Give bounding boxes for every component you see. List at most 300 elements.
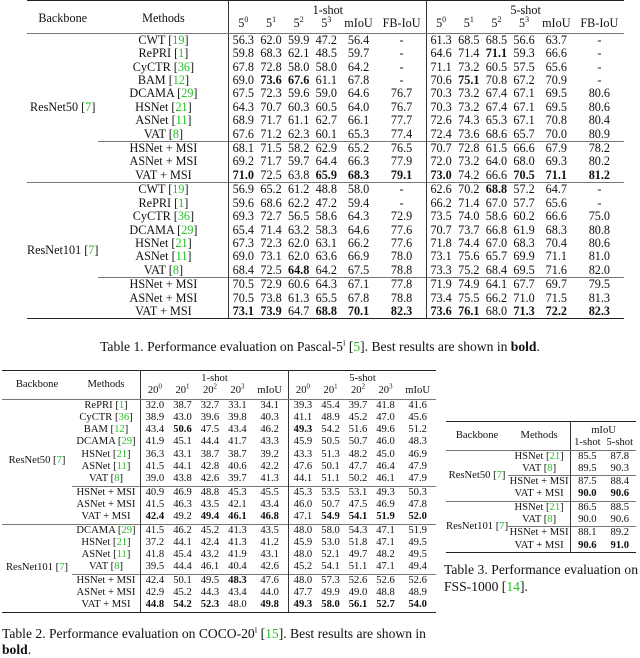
- value-cell: 90.6: [610, 488, 630, 500]
- table-row: [27, 33, 624, 47]
- value-cell: 88.1: [571, 527, 604, 540]
- value-cell: 70.6: [427, 74, 455, 87]
- citation-link[interactable]: 11: [116, 549, 127, 561]
- value-cell: 45.9: [289, 436, 317, 448]
- citation-link[interactable]: 7: [499, 520, 505, 532]
- value-cell: 68.3: [260, 46, 282, 61]
- header-methods: Methods: [72, 371, 141, 400]
- header-fold-1shot-1: [257, 17, 285, 33]
- value-cell: 51.3: [321, 448, 340, 460]
- value-cell: 59.8: [229, 47, 257, 60]
- table-row: [27, 142, 624, 156]
- header-1-shot: 1-shot: [141, 371, 289, 386]
- citation-link[interactable]: 11: [175, 249, 188, 264]
- header-methods: Methods: [98, 1, 229, 34]
- value-cell: 72.4: [427, 128, 455, 142]
- method-cell: [98, 292, 229, 305]
- header-1-shot: 1-shot: [571, 437, 604, 450]
- method-name: ASNet: [81, 549, 111, 561]
- table-row: [27, 61, 624, 74]
- value-cell: 64.3: [312, 278, 340, 292]
- value-cell: 44.8: [141, 599, 169, 612]
- value-cell: 45.2: [348, 411, 368, 423]
- value-cell: 54.9: [321, 511, 340, 523]
- fold-index: 3: [327, 15, 332, 25]
- value-cell: 67.9: [538, 142, 575, 156]
- value-cell: 70.7: [427, 224, 455, 237]
- value-cell: 44.1: [173, 536, 192, 548]
- value-cell: 78.0: [390, 249, 413, 264]
- value-cell: 45.6: [408, 411, 427, 423]
- value-cell: 73.6: [427, 305, 455, 319]
- method-cell: RePRI [1]: [84, 399, 128, 411]
- value-cell: 69.2: [229, 155, 257, 168]
- citation-link[interactable]: 36: [177, 209, 191, 224]
- table-3-fss: [446, 421, 636, 553]
- fold-base: 20: [147, 385, 159, 397]
- backbone-cell: ResNet101 [7]: [446, 501, 508, 552]
- value-cell: 41.5: [141, 461, 169, 473]
- value-cell: 52.1: [321, 549, 340, 561]
- method-name: ASNet + MSI: [129, 154, 198, 169]
- citation-link[interactable]: 1: [178, 46, 185, 61]
- method-name: VAT + MSI: [514, 488, 564, 500]
- value-cell: 72.9: [257, 278, 285, 292]
- citation-link[interactable]: 15: [265, 626, 279, 641]
- method-name: BAM: [83, 424, 108, 436]
- method-cell: HSNet [21]: [81, 448, 131, 460]
- value-cell: -: [597, 59, 602, 74]
- value-cell: 65.2: [340, 142, 377, 156]
- method-cell: CyCTR [36]: [132, 59, 195, 74]
- header-backbone: Backbone: [27, 1, 98, 34]
- value-cell: 45.2: [289, 561, 317, 574]
- value-cell: 78.2: [575, 142, 624, 156]
- value-cell: 63.8: [287, 167, 310, 182]
- value-cell: 46.9: [408, 448, 427, 460]
- citation-link[interactable]: 1: [178, 195, 185, 210]
- method-cell: VAT [8]: [522, 462, 557, 474]
- value-cell: 71.7: [260, 154, 282, 169]
- value-cell: 64.6: [347, 86, 370, 101]
- table-2-grid: [2, 370, 436, 613]
- value-cell: 41.5: [141, 524, 169, 537]
- value-cell: 66.2: [427, 197, 455, 210]
- header-fold-1shot-0: [229, 17, 257, 33]
- value-cell: 49.3: [372, 486, 399, 499]
- value-cell: 59.7: [287, 154, 310, 169]
- citation-link[interactable]: 8: [547, 462, 553, 474]
- value-cell: 61.3: [427, 33, 455, 47]
- citation-link[interactable]: 14: [506, 579, 520, 594]
- value-cell: 44.4: [173, 561, 192, 573]
- method-name: HSNet + MSI: [509, 476, 569, 488]
- header-miou-1shot: mIoU: [251, 385, 288, 399]
- caption-bracket: [: [257, 626, 266, 641]
- citation-link[interactable]: 7: [496, 469, 502, 481]
- value-cell: 69.0: [229, 74, 257, 87]
- value-cell: 71.1: [545, 167, 567, 182]
- value-cell: 66.3: [347, 154, 370, 169]
- value-cell: 48.0: [228, 599, 247, 611]
- caption-superscript: i: [254, 624, 258, 635]
- value-cell: 70.9: [545, 73, 567, 88]
- caption-text: .: [536, 339, 540, 354]
- citation-link[interactable]: 36: [177, 59, 191, 74]
- value-cell: 76.1: [458, 303, 480, 318]
- value-cell: 79.1: [390, 167, 413, 182]
- method-cell: ASNet [11]: [135, 113, 192, 128]
- value-cell: 43.4: [260, 498, 279, 510]
- method-name: VAT: [522, 514, 542, 526]
- value-cell: 68.3: [545, 222, 567, 237]
- value-cell: 58.3: [315, 222, 337, 237]
- value-cell: 71.1: [545, 249, 567, 264]
- method-cell: HSNet [21]: [81, 536, 131, 548]
- value-cell: 73.2: [458, 154, 480, 169]
- header-fold-5shot-3: [510, 17, 538, 33]
- value-cell: 46.8: [260, 511, 279, 523]
- citation-link[interactable]: 21: [175, 99, 188, 114]
- value-cell: 71.6: [545, 262, 567, 277]
- value-cell: 66.2: [347, 235, 370, 250]
- method-cell: DCAMA [29]: [76, 436, 136, 448]
- method-cell: HSNet [21]: [135, 99, 192, 114]
- value-cell: 74.2: [458, 167, 480, 182]
- table-row: [2, 399, 436, 412]
- value-cell: 73.4: [427, 292, 455, 305]
- value-cell: 46.0: [289, 499, 317, 511]
- value-cell: 77.6: [390, 222, 413, 237]
- citation-link[interactable]: 19: [172, 182, 185, 197]
- value-cell: 40.9: [141, 486, 169, 499]
- value-cell: 79.5: [575, 278, 624, 292]
- citation-link[interactable]: 12: [172, 73, 185, 88]
- value-cell: 58.6: [485, 209, 508, 224]
- value-cell: 62.9: [312, 142, 340, 156]
- method-name: RePRI: [84, 399, 113, 411]
- value-cell: 71.4: [458, 195, 480, 210]
- citation-link[interactable]: 19: [172, 32, 185, 47]
- value-cell: 48.0: [289, 574, 317, 587]
- value-cell: 80.6: [588, 86, 611, 101]
- method-name: CyCTR: [132, 59, 171, 74]
- citation-link[interactable]: 21: [549, 450, 561, 462]
- value-cell: 67.4: [485, 99, 508, 114]
- value-cell: 68.8: [483, 183, 511, 197]
- value-cell: 45.4: [321, 399, 340, 411]
- value-cell: 64.6: [427, 47, 455, 60]
- value-cell: 70.3: [427, 87, 455, 100]
- value-cell: 62.1: [287, 46, 310, 61]
- value-cell: 67.1: [513, 99, 535, 114]
- value-cell: 88.5: [604, 501, 636, 514]
- value-cell: 43.8: [173, 473, 192, 485]
- value-cell: 64.3: [229, 101, 257, 114]
- value-cell: 45.9: [289, 537, 317, 549]
- table-row: [27, 305, 624, 319]
- value-cell: 85.5: [571, 450, 604, 463]
- value-cell: 49.8: [260, 599, 279, 611]
- method-name: HSNet: [514, 450, 544, 462]
- backbone-name: ResNet101: [5, 561, 54, 573]
- fold-index: 2: [299, 15, 304, 25]
- caption-bold-word: bold: [2, 642, 28, 657]
- value-cell: 90.3: [610, 462, 630, 474]
- citation-link[interactable]: 29: [181, 86, 194, 101]
- value-cell: 41.9: [141, 436, 169, 448]
- method-cell: [72, 486, 141, 499]
- citation-link[interactable]: 8: [547, 514, 553, 526]
- value-cell: 78.8: [390, 290, 413, 305]
- citation-link[interactable]: 29: [121, 436, 133, 448]
- value-cell: 52.0: [408, 511, 427, 523]
- citation-link[interactable]: 12: [114, 424, 125, 436]
- value-cell: 62.7: [315, 113, 337, 128]
- value-cell: 65.2: [257, 183, 285, 197]
- table-row: [27, 47, 624, 60]
- table-row: [446, 450, 636, 463]
- citation-link[interactable]: 21: [116, 536, 128, 548]
- method-name: VAT: [88, 561, 109, 573]
- method-name: DCAMA: [129, 86, 175, 101]
- table-1-pascal: [27, 0, 624, 319]
- citation-link[interactable]: 8: [172, 126, 179, 141]
- citation-link[interactable]: 1: [118, 399, 125, 411]
- citation-link[interactable]: 21: [175, 235, 188, 250]
- citation-link[interactable]: 11: [116, 461, 127, 473]
- header-miou-1shot: mIoU: [340, 17, 377, 33]
- value-cell: 71.2: [260, 126, 282, 141]
- fold-index: 0: [158, 383, 162, 391]
- header-1-shot: 1-shot: [229, 1, 427, 18]
- value-cell: 50.7: [348, 436, 368, 448]
- value-cell: 47.6: [289, 461, 317, 473]
- method-name: DCAMA: [76, 436, 116, 448]
- value-cell: -: [597, 195, 602, 210]
- value-cell: 42.6: [260, 561, 279, 573]
- backbone-cell: ResNet50 [7]: [8, 455, 66, 467]
- value-cell: 71.8: [427, 237, 455, 250]
- value-cell: 50.3: [399, 486, 436, 499]
- caption-text: ].: [519, 579, 528, 594]
- value-cell: 48.8: [376, 587, 395, 599]
- value-cell: 60.5: [485, 59, 508, 74]
- value-cell: 44.3: [200, 587, 220, 599]
- value-cell: 62.0: [287, 235, 310, 250]
- value-cell: 82.3: [390, 303, 413, 318]
- method-name: DCAMA: [129, 222, 175, 237]
- value-cell: 43.4: [141, 424, 169, 436]
- citation-link[interactable]: 29: [181, 222, 194, 237]
- value-cell: 54.1: [321, 561, 340, 573]
- header-fold-1shot-3: [312, 17, 340, 33]
- header-fold-1shot-1: [169, 385, 196, 399]
- method-name: HSNet + MSI: [509, 527, 569, 539]
- citation-link[interactable]: 7: [85, 100, 92, 115]
- value-cell: 63.7: [545, 32, 567, 47]
- method-name: VAT + MSI: [81, 599, 131, 611]
- fold-base: 5: [519, 16, 526, 31]
- value-cell: 89.2: [604, 527, 636, 540]
- value-cell: 56.1: [348, 599, 368, 611]
- value-cell: 77.4: [390, 126, 413, 141]
- value-cell: -: [399, 195, 404, 210]
- value-cell: 64.4: [315, 154, 337, 169]
- value-cell: 45.3: [224, 486, 251, 499]
- value-cell: -: [597, 73, 602, 88]
- value-cell: 59.7: [347, 46, 370, 61]
- table-row: [27, 87, 624, 100]
- value-cell: 57.2: [510, 183, 538, 197]
- value-cell: 72.6: [427, 114, 455, 127]
- backbone-cell: ResNet50 [7]: [30, 100, 96, 115]
- value-cell: 80.8: [588, 222, 611, 237]
- value-cell: 72.0: [427, 155, 455, 168]
- value-cell: 59.0: [315, 86, 337, 101]
- citation-link[interactable]: 7: [59, 561, 65, 573]
- value-cell: 77.9: [390, 154, 413, 169]
- value-cell: 54.1: [348, 511, 368, 523]
- caption-text: Table 1. Performance evaluation on Pascal-5: [100, 339, 343, 354]
- value-cell: 68.4: [229, 264, 257, 278]
- value-cell: 38.9: [141, 412, 169, 424]
- value-cell: 70.7: [427, 142, 455, 156]
- method-cell: ASNet [11]: [81, 549, 131, 561]
- value-cell: 87.8: [610, 450, 630, 462]
- header-fbiou-1shot: FB-IoU: [377, 17, 427, 33]
- method-name: CWT: [138, 182, 166, 197]
- value-cell: 71.4: [260, 222, 282, 237]
- value-cell: 73.2: [458, 59, 480, 74]
- citation-link[interactable]: 21: [116, 448, 128, 460]
- value-cell: 66.6: [510, 142, 538, 156]
- method-name: VAT + MSI: [135, 303, 192, 318]
- table-row: [27, 292, 624, 305]
- value-cell: 65.7: [513, 126, 535, 141]
- fold-index: 1: [186, 383, 190, 391]
- method-name: ASNet: [135, 113, 169, 128]
- method-name: RePRI: [138, 46, 172, 61]
- value-cell: 74.4: [458, 235, 480, 250]
- citation-link[interactable]: 36: [118, 411, 130, 423]
- value-cell: 47.5: [348, 498, 368, 510]
- value-cell: 73.1: [229, 305, 257, 319]
- fold-base: 5: [321, 16, 328, 31]
- fold-base: 5: [238, 16, 245, 31]
- value-cell: 73.2: [458, 86, 480, 101]
- value-cell: 90.6: [571, 540, 604, 553]
- method-name: HSNet + MSI: [129, 141, 198, 156]
- method-cell: [508, 540, 571, 553]
- value-cell: 43.0: [173, 411, 192, 423]
- value-cell: 71.0: [229, 169, 257, 183]
- value-cell: 46.0: [376, 436, 395, 448]
- value-cell: 71.1: [485, 46, 508, 61]
- header-5-shot: 5-shot: [289, 371, 436, 386]
- header-fold-5shot-2: [344, 385, 371, 399]
- value-cell: 52.3: [200, 599, 220, 611]
- value-cell: 50.7: [321, 498, 340, 510]
- value-cell: 65.3: [485, 113, 508, 128]
- value-cell: 49.3: [289, 599, 317, 612]
- header-5-shot: 5-shot: [427, 1, 624, 18]
- citation-link[interactable]: 11: [175, 113, 188, 128]
- value-cell: 57.3: [317, 574, 344, 587]
- value-cell: 51.1: [348, 561, 368, 573]
- header-fold-1shot-2: [285, 17, 313, 33]
- value-cell: 59.3: [513, 46, 535, 61]
- value-cell: 81.2: [588, 167, 611, 182]
- citation-link[interactable]: 7: [56, 455, 62, 467]
- value-cell: 70.2: [455, 183, 483, 197]
- citation-link[interactable]: 5: [353, 339, 361, 354]
- value-cell: 69.3: [545, 154, 567, 169]
- method-name: RePRI: [138, 195, 172, 210]
- value-cell: 67.8: [347, 290, 370, 305]
- value-cell: 66.1: [347, 113, 370, 128]
- fold-index: 3: [241, 383, 245, 391]
- value-cell: 67.4: [485, 86, 508, 101]
- citation-link[interactable]: 8: [114, 473, 120, 485]
- value-cell: 80.9: [588, 126, 611, 141]
- value-cell: 60.3: [287, 99, 310, 114]
- value-cell: 66.9: [347, 249, 370, 264]
- value-cell: 43.2: [200, 549, 220, 561]
- method-name: ASNet + MSI: [129, 290, 198, 305]
- method-cell: [72, 499, 141, 511]
- value-cell: 56.4: [347, 32, 370, 47]
- value-cell: 71.1: [427, 61, 455, 74]
- method-cell: [508, 476, 571, 489]
- value-cell: 89.5: [571, 463, 604, 476]
- value-cell: 52.6: [399, 574, 436, 587]
- method-name: BAM: [137, 73, 166, 88]
- citation-link[interactable]: 7: [88, 243, 95, 258]
- table-row: [27, 250, 624, 263]
- value-cell: -: [597, 46, 602, 61]
- table-row: [2, 524, 436, 537]
- citation-link[interactable]: 29: [121, 524, 133, 536]
- value-cell: 60.6: [285, 278, 313, 292]
- value-cell: 50.6: [173, 424, 192, 436]
- value-cell: 44.1: [173, 461, 192, 473]
- table-row: [27, 74, 624, 87]
- value-cell: 41.3: [260, 473, 279, 485]
- value-cell: 50.1: [321, 461, 340, 473]
- backbone-name: ResNet50: [448, 469, 491, 481]
- value-cell: 67.8: [347, 73, 370, 88]
- value-cell: 52.6: [372, 574, 399, 587]
- value-cell: 67.1: [340, 278, 377, 292]
- value-cell: 58.0: [340, 183, 377, 197]
- value-cell: 64.8: [287, 262, 310, 277]
- value-cell: 67.5: [347, 262, 370, 277]
- fold-base: 20: [323, 385, 335, 397]
- caption-text: ]. Best results are shown in: [278, 626, 426, 641]
- citation-link[interactable]: 8: [172, 262, 179, 277]
- value-cell: 43.5: [200, 498, 220, 510]
- value-cell: 51.1: [321, 473, 340, 485]
- value-cell: 63.6: [315, 249, 337, 264]
- value-cell: 49.7: [348, 549, 368, 561]
- citation-link[interactable]: 8: [114, 561, 120, 573]
- value-cell: 71.3: [513, 303, 535, 318]
- citation-link[interactable]: 21: [549, 501, 561, 513]
- value-cell: 64.1: [483, 278, 511, 292]
- value-cell: 47.2: [315, 32, 337, 47]
- value-cell: 51.2: [408, 424, 427, 436]
